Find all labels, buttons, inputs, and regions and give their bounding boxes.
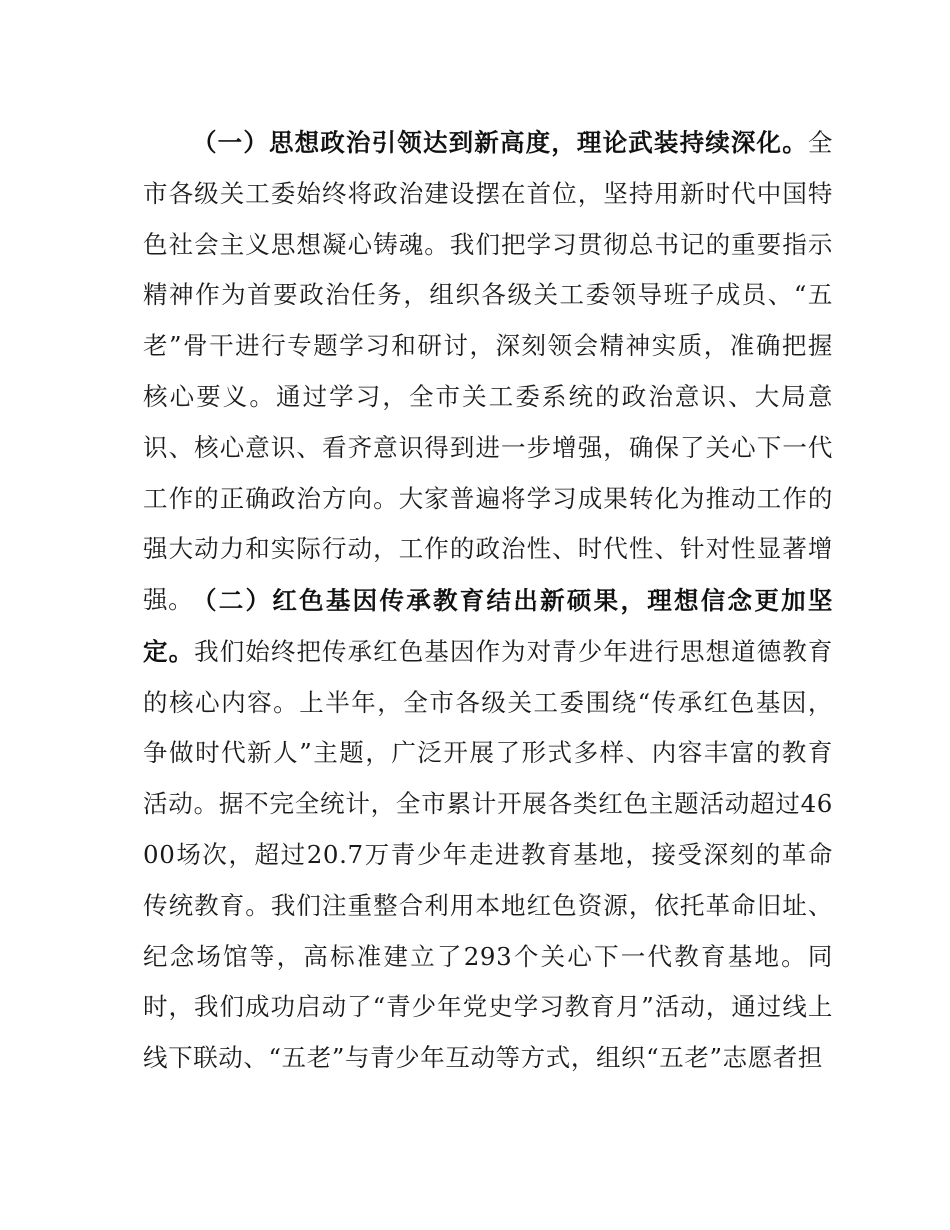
section-1-heading: （一）思想政治引领达到新高度，理论武装持续深化。 [192, 128, 808, 157]
section-2-body: 我们始终把传承红色基因作为对青少年进行思想道德教育的核心内容。上半年，全市各级关工委围绕“传承红色基因，争做时代新人”主题，广泛开展了形式多样、内容丰富的教育活动。据不完全统计，全市累计开展各类红色主题活动超过4600场次，超过20.7万青少年走进教育基地，接受深刻的革命传统教育。我们注重整合利用本地红色资源，依托革命旧址、纪念场馆等，高标准建立了293个关心下一代教育基地。同时，我们成功启动了“青少年党史学习教育月”活动，通过线上线下联动、“五老”与青少年互动等方式，组织“五老”志愿者担 [143, 636, 834, 1073]
section-1-body: 全市各级关工委始终将政治建设摆在首位，坚持用新时代中国特色社会主义思想凝心铸魂。我们把学习贯彻总书记的重要指示精神作为首要政治任务，组织各级关工委领导班子成员、“五老”骨干进行专题学习和研讨，深刻领会精神实质，准确把握核心要义。通过学习，全市关工委系统的政治意识、大局意识、核心意识、看齐意识得到进一步增强，确保了关心下一代工作的正确政治方向。大家普遍将学习成果转化为推动工作的强大动力和实际行动，工作的政治性、时代性、针对性显著增强。 [143, 128, 833, 615]
section-2-paragraph [143, 576, 833, 1084]
section-2-heading: （二）红色基因传承教育结出新硕果，理想信念更加坚定。 [143, 586, 833, 666]
section-1-paragraph [143, 118, 833, 626]
